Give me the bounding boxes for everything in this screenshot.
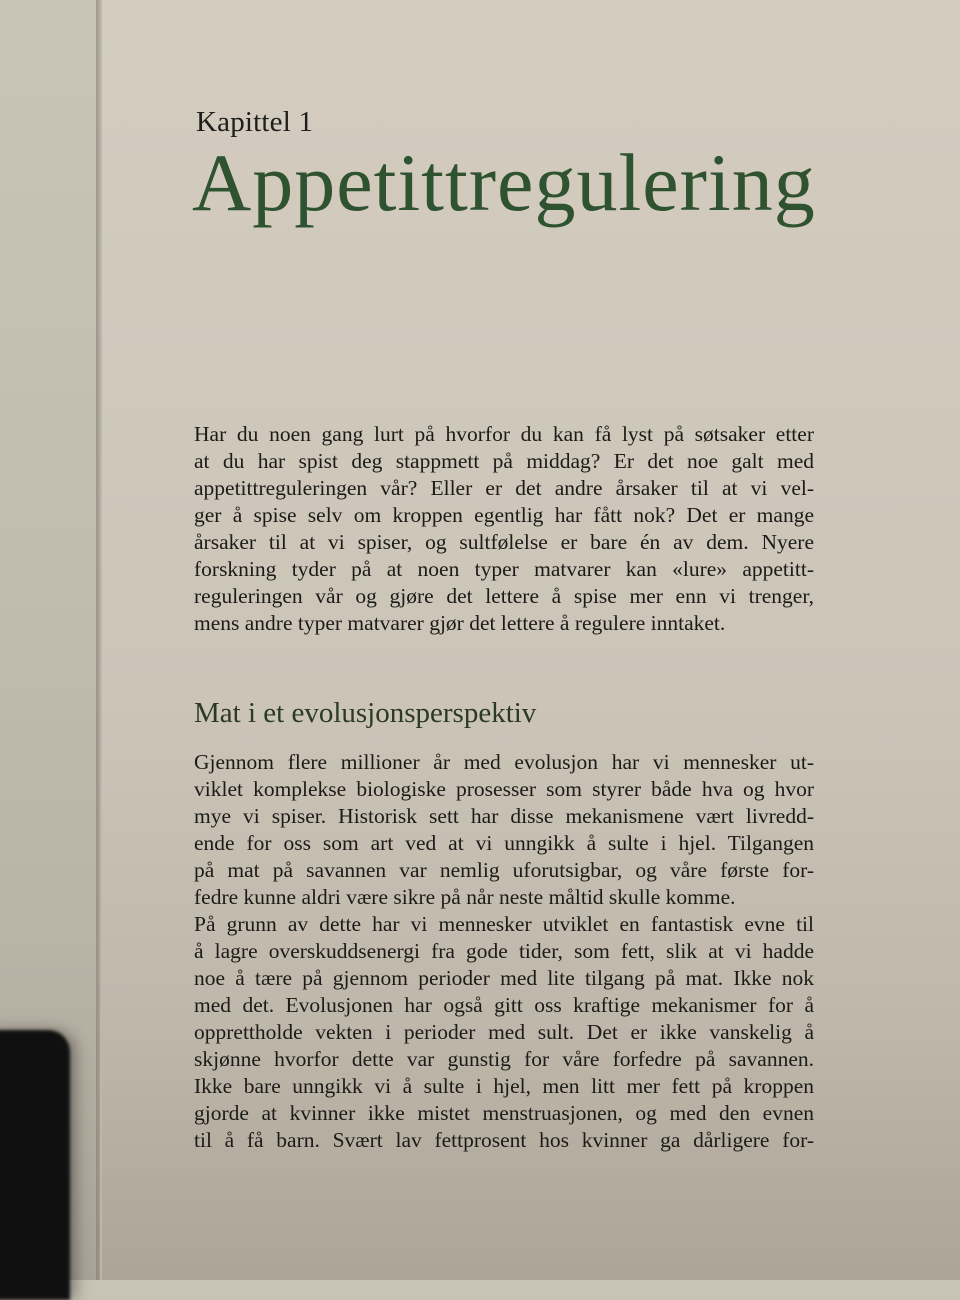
text-line: viklet komplekse biologiske prosesser som styrer både hva og hvor (194, 777, 814, 801)
text-line: til å få barn. Svært lav fettprosent hos kvinner ga dårligere for- (194, 1128, 814, 1152)
text-line: På grunn av dette har vi mennesker utviklet en fantastisk evne til (194, 912, 814, 936)
text-line: appetittreguleringen vår? Eller er det andre årsaker til at vi vel- (194, 476, 814, 500)
dark-foreground-object (0, 1030, 70, 1300)
text-line: reguleringen vår og gjøre det lettere å spise mer enn vi trenger, (194, 584, 814, 608)
text-line: Har du noen gang lurt på hvorfor du kan få lyst på søtsaker etter (194, 422, 814, 446)
text-line: skjønne hvorfor dette var gunstig for våre forfedre på savannen. (194, 1047, 814, 1071)
text-line: å lagre overskuddsenergi fra gode tider, som fett, slik at vi hadde (194, 939, 814, 963)
text-line: opprettholde vekten i perioder med sult. Det er ikke vanskelig å (194, 1020, 814, 1044)
text-line: Gjennom flere millioner år med evolusjon har vi mennesker ut- (194, 750, 814, 774)
text-line: ende for oss som art ved at vi unngikk å sulte i hjel. Tilgangen (194, 831, 814, 855)
chapter-label: Kapittel 1 (196, 106, 314, 138)
body-paragraph (194, 749, 814, 1154)
text-line: ger å spise selv om kroppen egentlig har fått nok? Det er mange (194, 503, 814, 527)
text-line: mens andre typer matvarer gjør det lettere å regulere inntaket. (194, 611, 726, 635)
intro-paragraph (194, 421, 814, 637)
text-line: mye vi spiser. Historisk sett har disse mekanismene vært livredd- (194, 804, 814, 828)
text-line: forskning tyder på at noen typer matvarer kan «lure» appetitt- (194, 557, 814, 581)
text-line: Ikke bare unngikk vi å sulte i hjel, men litt mer fett på kroppen (194, 1074, 814, 1098)
chapter-title: Appetittregulering (192, 137, 816, 228)
text-line: med det. Evolusjonen har også gitt oss kraftige mekanismer for å (194, 993, 814, 1017)
text-line: årsaker til at vi spiser, og sultfølelse er bare én av dem. Nyere (194, 530, 814, 554)
text-line: gjorde at kvinner ikke mistet menstruasjonen, og med den evnen (194, 1101, 814, 1125)
text-line: på mat på savannen var nemlig uforutsigbar, og våre første for- (194, 858, 814, 882)
text-line: fedre kunne aldri være sikre på når neste måltid skulle komme. (194, 885, 736, 909)
text-line: at du har spist deg stappmett på middag? Er det noe galt med (194, 449, 814, 473)
text-line: noe å tære på gjennom perioder med lite tilgang på mat. Ikke nok (194, 966, 814, 990)
section-heading: Mat i et evolusjonsperspektiv (194, 697, 537, 729)
